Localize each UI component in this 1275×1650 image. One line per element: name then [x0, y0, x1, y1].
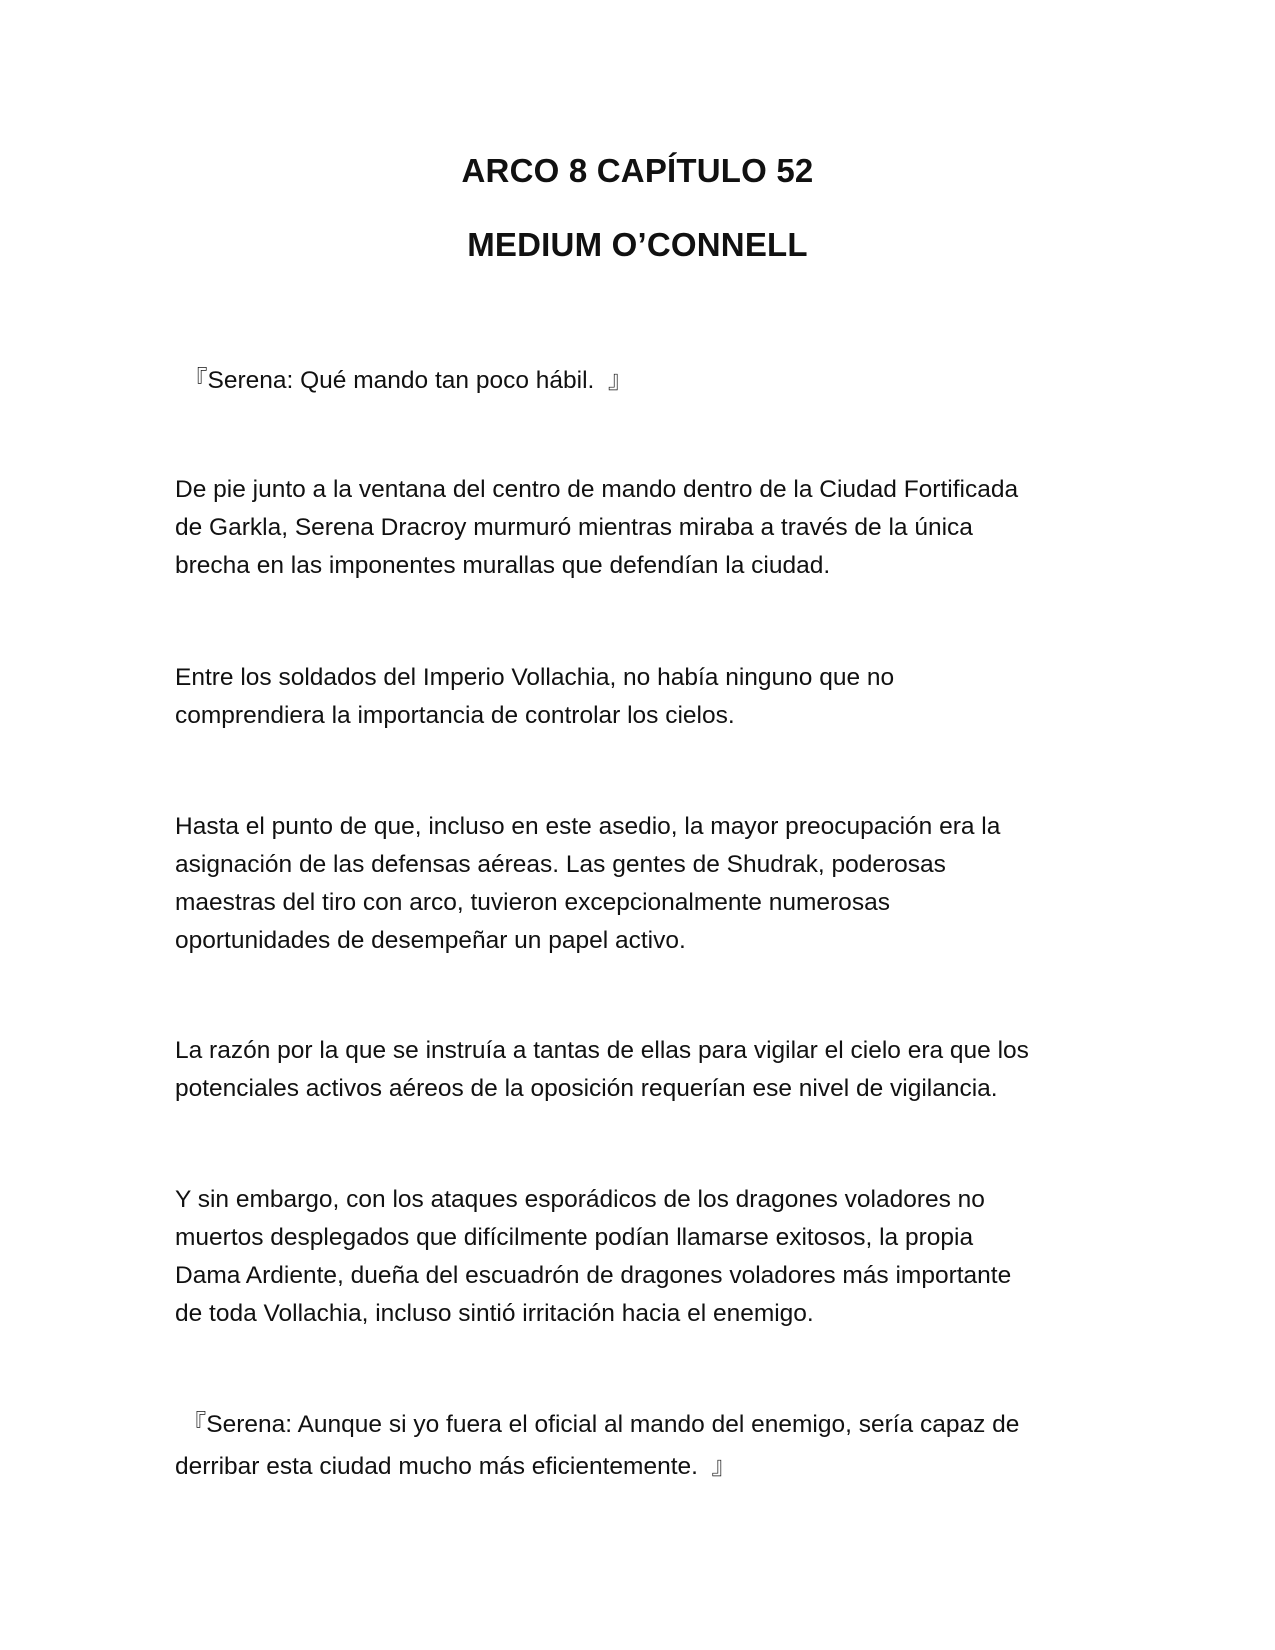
text-line: brecha en las imponentes murallas que defendían la ciudad.: [175, 552, 831, 579]
chapter-title: ARCO 8 CAPÍTULO 52: [461, 152, 814, 189]
chapter-subtitle: MEDIUM O’CONNELL: [467, 226, 808, 263]
text-line: maestras del tiro con arco, tuvieron excepcionalmente numerosas: [175, 889, 890, 916]
dialog-line-serena-1: [183, 362, 1113, 400]
text-line: oportunidades de desempeñar un papel activo.: [175, 927, 686, 954]
paragraph-3: [175, 808, 1105, 960]
text-line: De pie junto a la ventana del centro de mando dentro de la Ciudad Fortificada: [175, 476, 1019, 503]
text-line: Entre los soldados del Imperio Vollachia, no había ninguno que no: [175, 664, 895, 691]
text-line: 『Serena: Aunque si yo fuera el oficial al mando del enemigo, sería capaz de: [175, 1411, 1020, 1438]
text-line: derribar esta ciudad mucho más eficientemente. 』: [175, 1453, 737, 1480]
paragraph-2: [175, 659, 1105, 735]
text-line: Dama Ardiente, dueña del escuadrón de dragones voladores más importante: [175, 1262, 1012, 1289]
text-line: potenciales activos aéreos de la oposición requerían ese nivel de vigilancia.: [175, 1075, 998, 1102]
text-line: La razón por la que se instruía a tantas de ellas para vigilar el cielo era que los: [175, 1037, 1029, 1064]
text-line: asignación de las defensas aéreas. Las gentes de Shudrak, poderosas: [175, 851, 946, 878]
text-line: 『Serena: Qué mando tan poco hábil. 』: [183, 367, 633, 394]
paragraph-4: [175, 1032, 1105, 1108]
text-line: muertos desplegados que difícilmente podían llamarse exitosos, la propia: [175, 1224, 974, 1251]
paragraph-1: [175, 471, 1105, 585]
text-line: de Garkla, Serena Dracroy murmuró mientras miraba a través de la única: [175, 514, 973, 541]
text-line: Hasta el punto de que, incluso en este asedio, la mayor preocupación era la: [175, 813, 1001, 840]
paragraph-5: [175, 1181, 1105, 1333]
text-line: de toda Vollachia, incluso sintió irritación hacia el enemigo.: [175, 1300, 814, 1327]
dialog-line-serena-2: [175, 1404, 1105, 1488]
text-line: Y sin embargo, con los ataques esporádicos de los dragones voladores no: [175, 1186, 985, 1213]
text-line: comprendiera la importancia de controlar los cielos.: [175, 702, 735, 729]
